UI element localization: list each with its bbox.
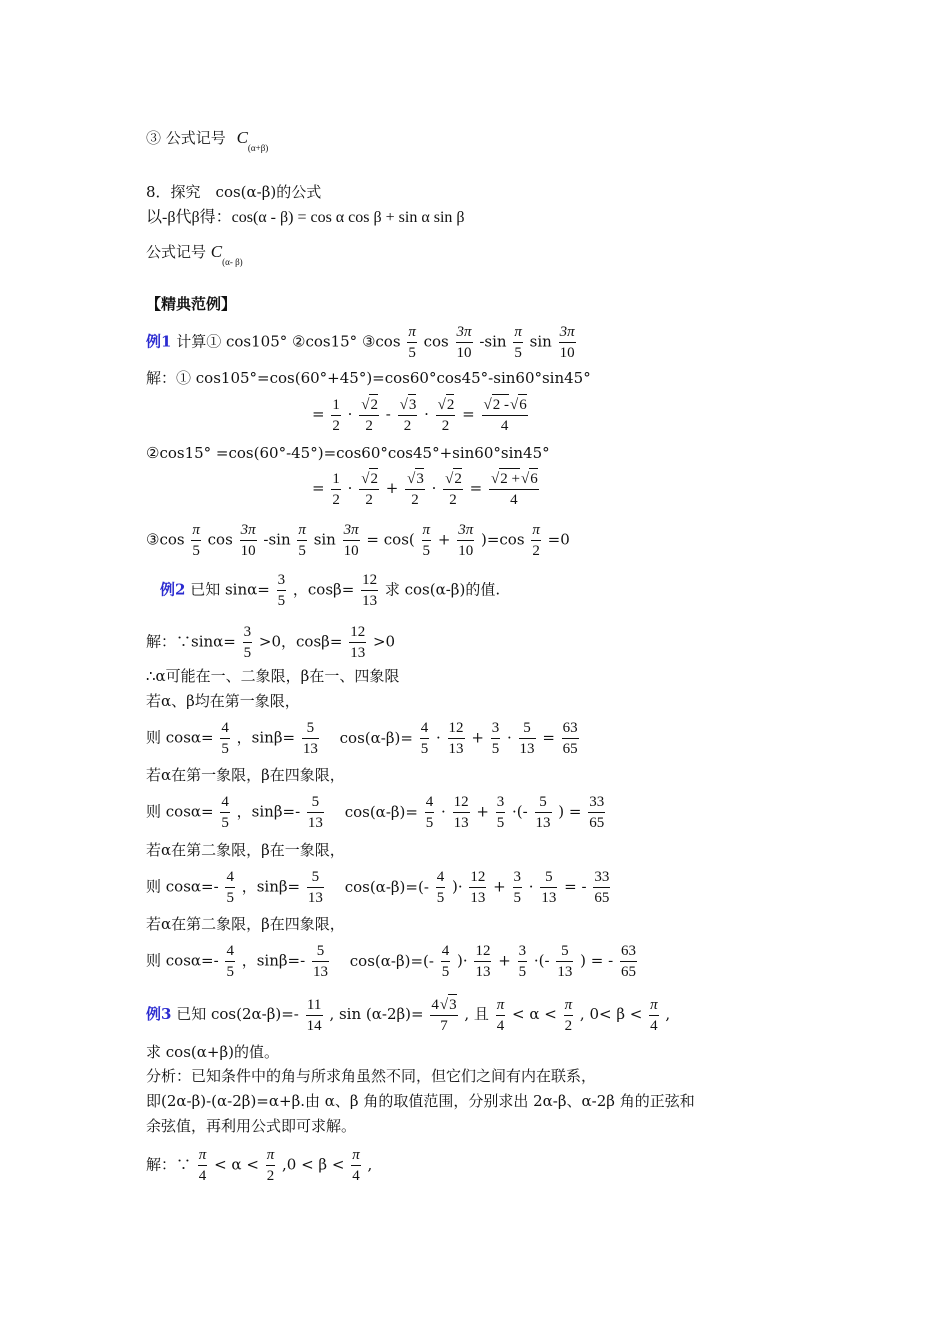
solution-1-line-5: ③cos $\frac{\pi}{5}$ cos $\frac{3\pi}{10}$ -sin $\frac{\pi}{5}$ sin $\frac{3\pi}{10}$ = cos( $\frac{\pi}{5}$ + $\frac{3\pi}{10}$ )=cos $\frac{\pi}{2}$ =0 [146,522,570,559]
c-symbol: C [236,128,248,147]
fraction: $\frac{4}{5}$ [425,794,434,831]
fraction: $\frac{3}{5}$ [491,720,500,757]
formula-notation-line: ③ 公式记号 $C_{(\alpha+\beta)}$ [146,128,269,153]
solution-1-line-2: = $\frac{1}{2}$ · √ $\frac{2}{2}$ - √ $\frac{3}{2}$ · √ $\frac{2}{2}$ = √ $\frac{2 -√ 6}{4}$ [312,394,530,436]
example-label: 例3 [146,1005,172,1023]
solution-2-line-3: 若α、β均在第一象限， [146,692,300,710]
solution-3-line-1: 解：∵ $\frac{\pi}{4}$ < α < $\frac{\pi}{2}$ ,0 < β < $\frac{\pi}{4}$ , [146,1147,373,1184]
solution-2-case-1: 则 cosα= $\frac{4}{5}$ ，sinβ= $\frac{5}{13}$ cos(α-β)= $\frac{4}{5}$ · $\frac{12}{13}$ + $\frac{3}{5}$ · $\frac{5}{13}$ = $\frac{63}{65}$ [146,720,578,757]
solution-2-line-2: ∴α可能在一、二象限，β在一、四象限 [146,667,400,685]
fraction: $\frac{5}{13}$ [541,869,557,906]
fraction: $\frac{\pi}{4}$ [352,1147,360,1184]
fraction: $\frac{3\pi}{10}$ [458,522,474,559]
fraction: $\frac{3\pi}{10}$ [456,324,472,361]
fraction: $\frac{\pi}{5}$ [298,522,306,559]
fraction: $\frac{\pi}{4}$ [198,1147,207,1184]
solution-2-case-2: 则 cosα= $\frac{4}{5}$ ，sinβ=- $\frac{5}{13}$ cos(α-β)= $\frac{4}{5}$ · $\frac{12}{13}$ + $\frac{3}{5}$ ·(- $\frac{5}{13}$ ) = $\frac{33}{65}$ [146,794,605,831]
fraction: $\frac{\pi}{2}$ [532,522,540,559]
fraction: $\frac{4√ 3}{7}$ [430,994,457,1036]
fraction: √ $\frac{2}{2}$ [359,394,379,436]
fraction: $\frac{4}{5}$ [221,794,229,831]
fraction: $\frac{12}{13}$ [475,943,491,980]
fraction: $\frac{\pi}{2}$ [266,1147,275,1184]
fraction: $\frac{\pi}{2}$ [564,996,573,1034]
example-1: 例1 计算① cos105° ②cos15° ③cos $\frac{\pi}{5}$ cos $\frac{3\pi}{10}$ -sin $\frac{\pi}{5}$ sin $\frac{3\pi}{10}$ [146,324,575,361]
fraction: $\frac{11}{14}$ [306,996,322,1034]
solution-2-case-4: 则 cosα=- $\frac{4}{5}$ ，sinβ=- $\frac{5}{13}$ cos(α-β)=(- $\frac{4}{5}$ )· $\frac{12}{13}$ + $\frac{3}{5}$ ·(- $\frac{5}{13}$ ) = - $\frac{63}{65}$ [146,943,636,980]
fraction: $\frac{4}{5}$ [221,720,229,757]
fraction: √ $\frac{2 +√ 6}{4}$ [489,468,539,510]
fraction: $\frac{3}{5}$ [243,624,252,661]
fraction: $\frac{1}{2}$ [332,470,340,508]
fraction: √ $\frac{2}{2}$ [436,394,456,436]
fraction: $\frac{3\pi}{10}$ [343,522,359,559]
formula-notation-line-2: 公式记号 $C_{(\alpha- \beta)}$ [146,242,243,267]
fraction: $\frac{\pi}{5}$ [514,324,522,361]
fraction: $\frac{5}{13}$ [307,869,323,906]
fraction: $\frac{5}{13}$ [535,794,551,831]
fraction: $\frac{12}{13}$ [453,794,469,831]
fraction: $\frac{3}{5}$ [513,869,522,906]
example-3-question: 求 cos(α+β)的值。 [146,1043,279,1061]
fraction: $\frac{3\pi}{10}$ [559,324,575,361]
fraction: $\frac{3}{5}$ [277,572,286,609]
fraction: $\frac{12}{13}$ [448,720,464,757]
fraction: $\frac{3\pi}{10}$ [240,522,256,559]
solution-1-line-3: ②cos15° =cos(60°-45°)=cos60°cos45°+sin60°sin45° [146,444,550,462]
fraction: $\frac{\pi}{4}$ [496,996,505,1034]
fraction: $\frac{33}{65}$ [589,794,605,831]
section-8-heading: 8．探究 cos(α-β)的公式 [146,183,322,201]
solution-2-line-7: 若α在第二象限，β在一象限， [146,841,345,859]
fraction: $\frac{63}{65}$ [562,720,578,757]
fraction: $\frac{5}{13}$ [307,794,323,831]
fraction: $\frac{63}{65}$ [620,943,636,980]
fraction: $\frac{5}{13}$ [557,943,573,980]
fraction: $\frac{5}{13}$ [302,720,318,757]
example-2: 例2 已知 sinα= $\frac{3}{5}$ ，cosβ= $\frac{12}{13}$ 求 cos(α-β)的值. [160,572,501,609]
fraction: √ $\frac{3}{2}$ [405,468,425,510]
solution-1-line-4: = $\frac{1}{2}$ · √ $\frac{2}{2}$ + √ $\frac{3}{2}$ · √ $\frac{2}{2}$ = √ $\frac{2 +√ 6}{4}$ [312,468,541,510]
solution-1-line-1: 解：① cos105°=cos(60°+45°)=cos60°cos45°-sin60°sin45° [146,369,591,387]
example-label: 例1 [146,332,172,351]
example-3: 例3 已知 cos(2α-β)=- $\frac{11}{14}$ , sin (α-2β)= $\frac{4√ 3}{7}$ , 且 $\frac{\pi}{4}$ < α < $\frac{\pi}{2}$ , 0< β < $\frac{\pi}{4}$ , [146,994,670,1036]
fraction: $\frac{1}{2}$ [332,396,340,434]
fraction: $\frac{3}{5}$ [518,943,527,980]
fraction: $\frac{5}{13}$ [519,720,535,757]
fraction: $\frac{12}{13}$ [470,869,486,906]
fraction: $\frac{\pi}{5}$ [422,522,431,559]
fraction: $\frac{12}{13}$ [350,624,366,661]
fraction: $\frac{4}{5}$ [436,869,445,906]
fraction: $\frac{33}{65}$ [594,869,610,906]
fraction: $\frac{5}{13}$ [312,943,328,980]
fraction: √ $\frac{2}{2}$ [443,468,463,510]
fraction: $\frac{\pi}{5}$ [408,324,416,361]
fraction: √ $\frac{3}{2}$ [398,394,418,436]
example-label: 例2 [160,580,186,599]
solution-2-line-5: 若α在第一象限，β在四象限， [146,766,345,784]
analysis-line-1: 分析：已知条件中的角与所求角虽然不同，但它们之间有内在联系， [146,1067,597,1085]
fraction: $\frac{4}{5}$ [226,869,234,906]
fraction: √ $\frac{2}{2}$ [359,468,379,510]
solution-2-case-3: 则 cosα=- $\frac{4}{5}$ ，sinβ= $\frac{5}{13}$ cos(α-β)=(- $\frac{4}{5}$ )· $\frac{12}{13}$ + $\frac{3}{5}$ · $\frac{5}{13}$ = - $\frac{33}{65}$ [146,869,610,906]
fraction: $\frac{\pi}{5}$ [192,522,200,559]
fraction: $\frac{3}{5}$ [496,794,505,831]
substitution-line: 以-β代β得：cos(α - β) = cos α cos β + sin α sin β [146,209,465,226]
fraction: $\frac{4}{5}$ [441,943,450,980]
solution-2-line-1: 解：∵sinα= $\frac{3}{5}$ >0，cosβ= $\frac{12}{13}$ >0 [146,624,396,661]
section-title-examples: 【精典范例】 [146,295,237,313]
analysis-line-2: 即(2α-β)-(α-2β)=α+β.由 α、β 角的取值范围，分别求出 2α-β、α-2β 角的正弦和 [146,1092,695,1110]
fraction: $\frac{4}{5}$ [226,943,234,980]
fraction: $\frac{4}{5}$ [420,720,429,757]
analysis-line-3: 余弦值，再利用公式即可求解。 [146,1117,357,1135]
c-symbol: C [210,242,223,261]
solution-2-line-9: 若α在第二象限，β在四象限， [146,915,345,933]
fraction: $\frac{12}{13}$ [362,572,378,609]
fraction: √ $\frac{2 -√ 6}{4}$ [482,394,528,436]
fraction: $\frac{\pi}{4}$ [650,996,658,1034]
